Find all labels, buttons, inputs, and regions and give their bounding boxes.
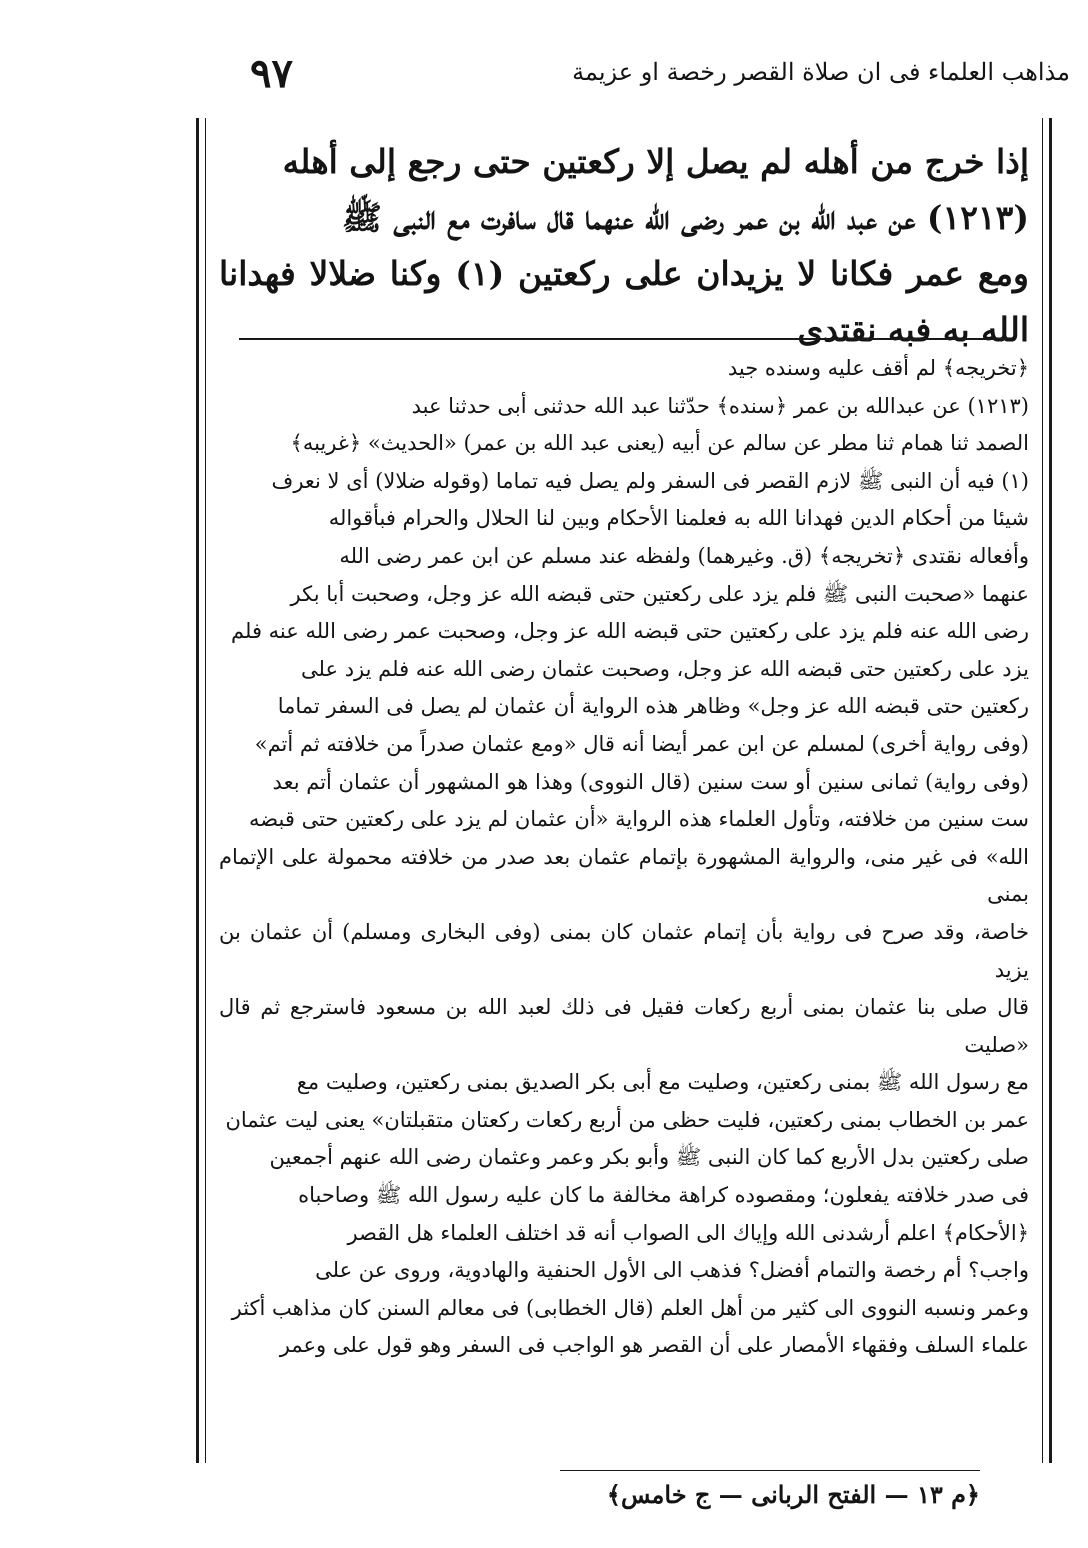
page-number: ٩٧ [250,50,293,97]
commentary-line: (١٢١٣) عن عبدالله بن عمر ﴿سنده﴾ حدّثنا عبد الله حدثنى أبى حدثنا عبد [411,393,1029,418]
commentary-line: (وفى رواية أخرى) لمسلم عن ابن عمر أيضا أنه قال «ومع عثمان صدراً من خلافته ثم أتم» [254,731,1029,756]
commentary-line: خاصة، وقد صرح فى رواية بأن إتمام عثمان كان بمنى (وفى البخارى ومسلم) أن عثمان بن يزيد [219,919,1029,982]
commentary-line: ست سنين من خلافته، وتأول العلماء هذه الرواية «أن عثمان لم يزد على ركعتين حتى قبضه [249,807,1029,832]
hadith-line: (١٢١٣) عن عبد الله بن عمر رضى الله عنهما قال سافرت مع النبى ﷺ [341,198,1029,237]
footer-rule [560,1470,980,1471]
hadith-text [219,134,1029,358]
commentary-line: فى صدر خلافته يفعلون؛ ومقصوده كراهة مخالفة ما كان عليه رسول الله ﷺ وصاحباه [298,1183,1029,1208]
running-title: مذاهب العلماء فى ان صلاة القصر رخصة او عزيمة [572,58,1070,86]
text-frame [196,118,1052,1463]
commentary-line: مع رسول الله ﷺ بمنى ركعتين، وصليت مع أبى بكر الصديق بمنى ركعتين، وصليت مع [296,1070,1029,1095]
commentary-line: ﴿الأحكام﴾ اعلم أرشدنى الله وإياك الى الصواب أنه قد اختلف العلماء هل القصر [347,1220,1029,1245]
commentary-line: (وفى رواية) ثمانى سنين أو ست سنين (قال النووى) وهذا هو المشهور أن عثمان أتم بعد [272,769,1029,794]
commentary-line: الله» فى غير منى، والرواية المشهورة بإتمام عثمان بعد صدر من خلافته محمولة على الإتمام بمنى [219,844,1029,907]
commentary-line: يزد على ركعتين حتى قبضه الله عز وجل، وصحبت عثمان رضى الله عنه فلم يزد على [301,656,1029,681]
commentary-line: وأفعاله نقتدى ﴿تخريجه﴾ (ق. وغيرهما) ولفظه عند مسلم عن ابن عمر رضى الله [339,543,1029,568]
commentary-line: وعمر ونسبه النووى الى كثير من أهل العلم (قال الخطابى) فى معالم السنن كان مذاهب أكثر [231,1295,1029,1320]
commentary-line: عنهما «صحبت النبى ﷺ فلم يزد على ركعتين حتى قبضه الله عز وجل، وصحبت أبا بكر [290,581,1029,606]
commentary-line: قال صلى بنا عثمان بمنى أربع ركعات فقيل فى ذلك لعبد الله بن مسعود فاسترجع ثم قال «صليت [219,995,1029,1057]
commentary-text [219,350,1029,1365]
commentary-line: علماء السلف وفقهاء الأمصار على أن القصر هو الواجب فى السفر وهو قول على وعمر [279,1333,1029,1358]
hadith-line: ومع عمر فكانا لا يزيدان على ركعتين (١) وكنا ضلالا فهدانا الله به فبه نقتدى [219,254,1029,349]
commentary-line: الصمد ثنا همام ثنا مطر عن سالم عن أبيه (يعنى عبد الله بن عمر) «الحديث» ﴿غريبه﴾ [290,431,1029,456]
hadith-line: إذا خرج من أهله لم يصل إلا ركعتين حتى رجع إلى أهله [282,142,1029,181]
signature-mark: ﴿م ١٣ — الفتح الربانى — ج خامس﴾ [606,1480,980,1509]
commentary-line: ﴿تخريجه﴾ لم أقف عليه وسنده جيد [727,356,1029,380]
commentary-line: رضى الله عنه فلم يزد على ركعتين حتى قبضه الله عز وجل، وصحبت عمر رضى الله عنه فلم [231,619,1029,644]
page-footer [560,1470,980,1520]
commentary-line: ركعتين حتى قبضه الله عز وجل» وظاهر هذه الرواية أن عثمان لم يصل فى السفر تماما [277,694,1029,719]
section-divider [239,338,1009,340]
commentary-line: عمر بن الخطاب بمنى ركعتين، فليت حظى من أربع ركعات ركعتان متقبلتان» يعنى ليت عثمان [225,1107,1029,1132]
commentary-line: شيئا من أحكام الدين فهدانا الله به فعلمنا الأحكام وبين لنا الحلال والحرام فبأقواله [328,506,1029,531]
page-header [190,50,1070,110]
commentary-line: واجب؟ أم رخصة والتمام أفضل؟ فذهب الى الأول الحنفية والهادوية، وروى عن على [315,1258,1029,1283]
commentary-line: صلى ركعتين بدل الأربع كما كان النبى ﷺ وأبو بكر وعمر وعثمان رضى الله عنهم أجمعين [269,1145,1029,1170]
commentary-line: (١) فيه أن النبى ﷺ لازم القصر فى السفر ولم يصل فيه تماما (وقوله ضلالا) أى لا نعرف [271,468,1029,493]
